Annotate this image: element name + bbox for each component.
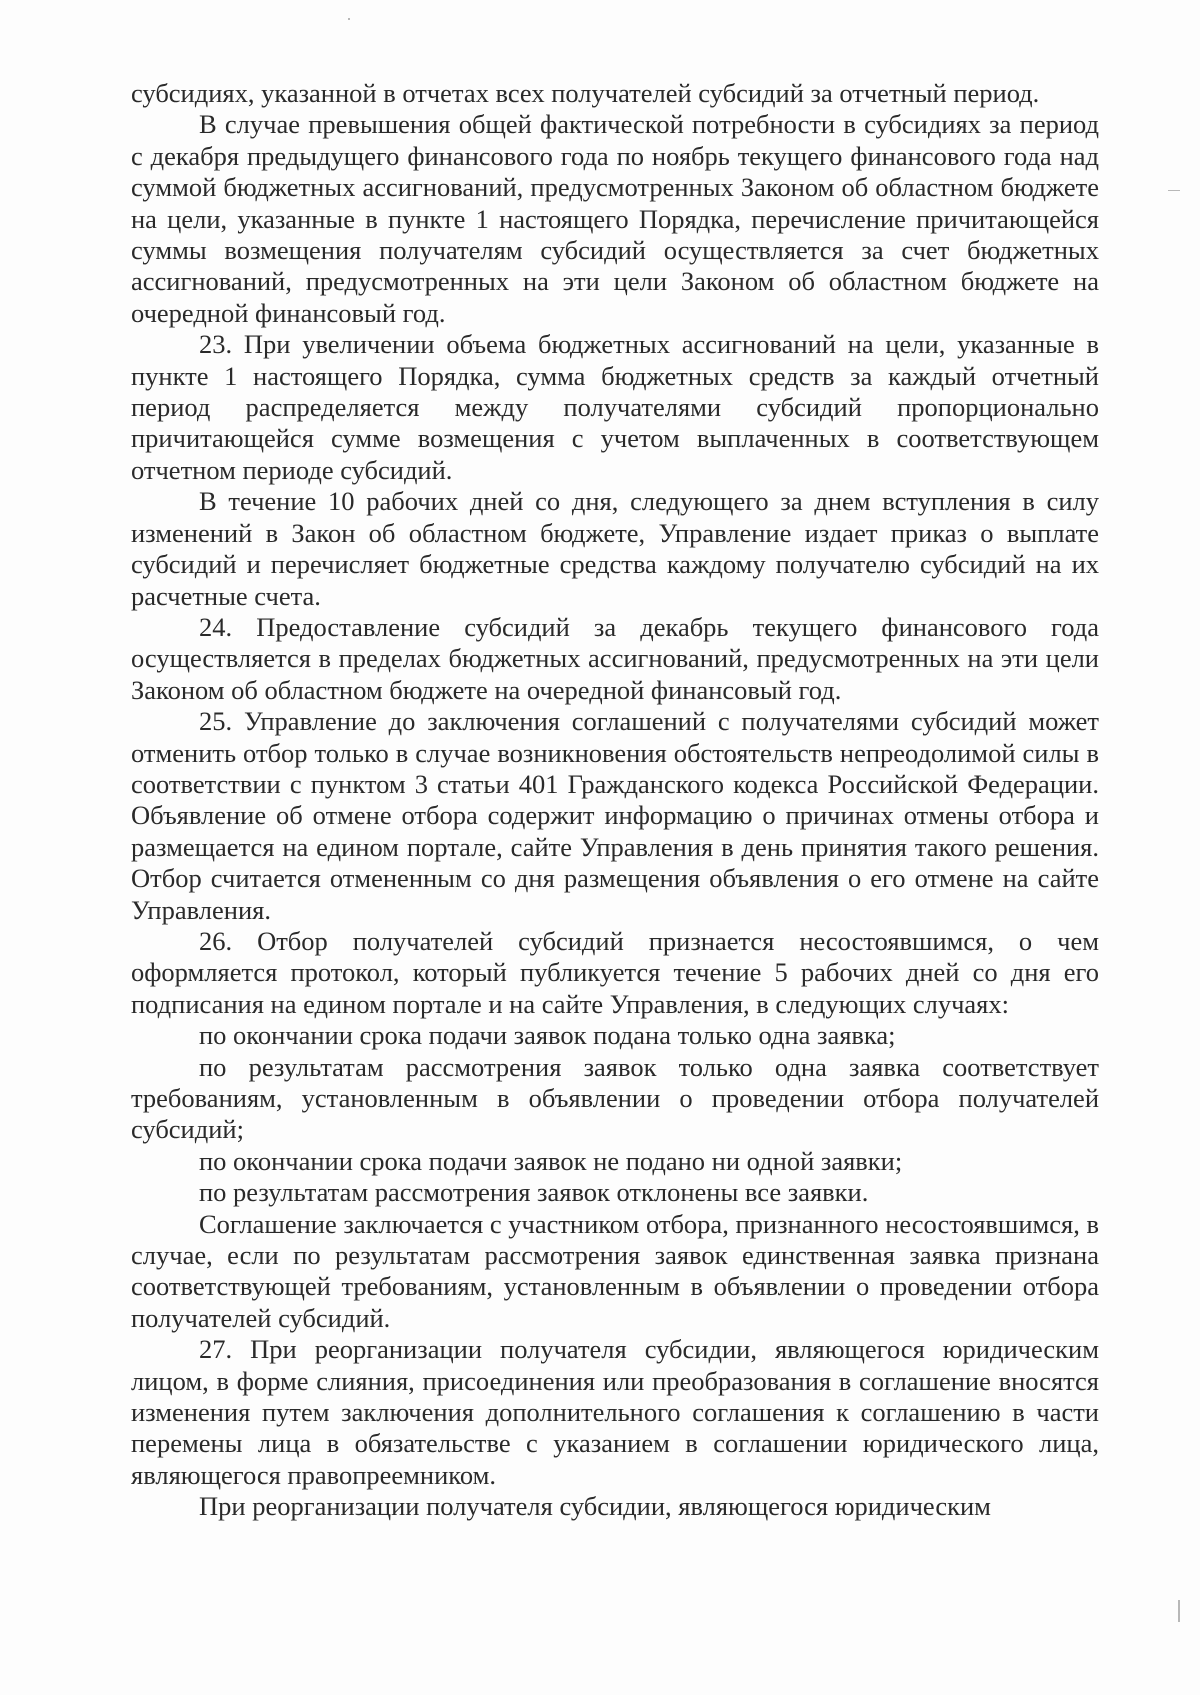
- scan-speck: [1168, 190, 1180, 191]
- list-item: по результатам рассмотрения заявок отклонены все заявки.: [199, 1177, 869, 1208]
- list-item: по окончании срока подачи заявок подана только одна заявка;: [199, 1020, 896, 1051]
- paragraph: Соглашение заключается с участником отбора, признанного несостоявшимся, в случае, если по результатам рассмотрения заявок единственная заявка признана соответствующей требованиям, установленным в объявлении о проведении отбора получателей субсидий.: [131, 1208, 1099, 1333]
- list-item: по результатам рассмотрения заявок только одна заявка соответствует требованиям, установленным в объявлении о проведении отбора получателей субсидий;: [131, 1051, 1099, 1145]
- paragraph: 24. Предоставление субсидий за декабрь текущего финансового года осуществляется в пределах бюджетных ассигнований, предусмотренных на эти цели Законом об областном бюджете на очередной финансовый год.: [131, 611, 1099, 705]
- paragraph: В случае превышения общей фактической потребности в субсидиях за период с декабря предыдущего финансового года по ноябрь текущего финансового года над суммой бюджетных ассигнований, предусмотренных Законом об областном бюджете на цели, указанные в пункте 1 настоящего Порядка, перечисление причитающейся суммы возмещения получателям субсидий осуществляется за счет бюджетных ассигнований, предусмотренных на эти цели Законом об областном бюджете на очередной финансовый год.: [131, 109, 1099, 328]
- paragraph: В течение 10 рабочих дней со дня, следующего за днем вступления в силу изменений в Закон об областном бюджете, Управление издает приказ о выплате субсидий и перечисляет бюджетные средства каждому получателю субсидий на их расчетные счета.: [131, 486, 1099, 611]
- paragraph: 25. Управление до заключения соглашений с получателями субсидий может отменить отбор только в случае возникновения обстоятельств непреодолимой силы в соответствии с пунктом 3 статьи 401 Гражданского кодекса Российской Федерации. Объявление об отмене отбора содержит информацию о причинах отмены отбора и размещается на едином портале, сайте Управления в день принятия такого решения. Отбор считается отмененным со дня размещения объявления о его отмене на сайте Управления.: [131, 706, 1099, 925]
- paragraph: При реорганизации получателя субсидии, являющегося юридическим: [199, 1491, 991, 1522]
- list-item: по окончании срока подачи заявок не подано ни одной заявки;: [199, 1145, 903, 1176]
- paragraph: 27. При реорганизации получателя субсидии, являющегося юридическим лицом, в форме слияния, присоединения или преобразования в соглашение вносятся изменения путем заключения дополнительного соглашения к соглашению в части перемены лица в обязательстве с указанием в соглашении юридического лица, являющегося правопреемником.: [131, 1334, 1099, 1490]
- document-body: [131, 78, 1099, 1523]
- paragraph: 23. При увеличении объема бюджетных ассигнований на цели, указанные в пункте 1 настоящего Порядка, сумма бюджетных средств за каждый отчетный период распределяется между получателями субсидий пропорционально причитающейся сумме возмещения с учетом выплаченных в соответствующем отчетном периоде субсидий.: [131, 329, 1099, 485]
- scan-speck: [348, 18, 350, 20]
- paragraph: субсидиях, указанной в отчетах всех получателей субсидий за отчетный период.: [131, 78, 1040, 108]
- paragraph: 26. Отбор получателей субсидий признается несостоявшимся, о чем оформляется протокол, который публикуется течение 5 рабочих дней со дня его подписания на едином портале и на сайте Управления, в следующих случаях:: [131, 925, 1099, 1019]
- scan-speck: [1178, 1600, 1180, 1622]
